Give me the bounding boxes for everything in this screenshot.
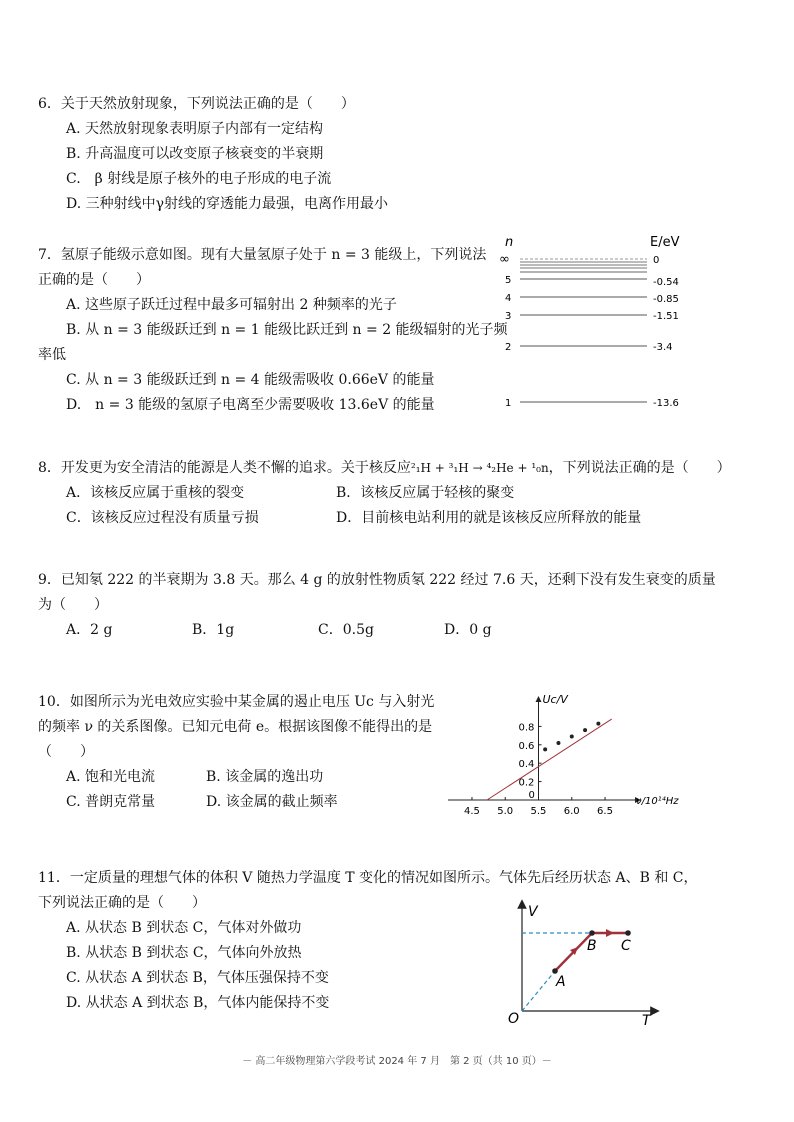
question-6 <box>38 92 388 217</box>
q9-option-c: C．0.5g <box>318 622 374 638</box>
q11-stem-line1: 11．一定质量的理想气体的体积 V 随热力学温度 T 变化的情况如图所示。气体先后经历状态 A、B 和 C， <box>38 870 698 886</box>
q9-option-a: A．2 g <box>66 622 113 638</box>
level-1-n: 1 <box>505 398 512 409</box>
dashed-origin-line <box>522 971 555 1011</box>
q10-stem-line3: （ ） <box>38 744 94 760</box>
q7-stem-line2: 正确的是（ ） <box>38 272 150 288</box>
t-label: T <box>642 1013 651 1029</box>
q10-option-d: D. 该金属的截止频率 <box>206 794 338 810</box>
q8-stem-post: ，下列说法正确的是（ ） <box>548 460 731 476</box>
x-tick-label-4: 6.5 <box>597 806 613 817</box>
level-4-n: 4 <box>505 293 512 304</box>
q8-stem <box>38 456 731 481</box>
arrow-b-to-c <box>606 929 614 937</box>
q10-option-a: A. 饱和光电流 <box>66 769 156 785</box>
q7-option-c: C. 从 n = 3 能级跃迁到 n = 4 能级需吸收 0.66eV 的能量 <box>66 372 435 388</box>
q10-stem-line1: 10．如图所示为光电效应实验中某金属的遏止电压 Uc 与入射光 <box>38 694 435 710</box>
q9-option-d: D．0 g <box>444 622 492 638</box>
vt-diagram <box>500 898 670 1030</box>
page-footer: － 高二年级物理第六学段考试 2024 年 7 月 第 2 页（共 10 页）－ <box>242 1056 552 1067</box>
x-tick-label-3: 6.0 <box>563 806 580 817</box>
point-a <box>552 968 558 974</box>
q6-option-c: C. β 射线是原子核外的电子形成的电子流 <box>66 171 332 187</box>
level-5-e: -0.54 <box>653 277 679 288</box>
q6-option-d: D. 三种射线中γ射线的穿透能力最强，电离作用最小 <box>66 196 388 212</box>
y-axis-arrow <box>536 696 542 702</box>
level-4-e: -0.85 <box>653 294 679 305</box>
q11-option-a: A. 从状态 B 到状态 C，气体对外做功 <box>66 920 302 936</box>
y-axis-label: Uc/V <box>542 693 568 706</box>
data-point-4 <box>596 722 600 726</box>
q8-option-a: A．该核反应属于重核的裂变 <box>66 485 245 501</box>
q8-option-d: D．目前核电站利用的就是该核反应所释放的能量 <box>336 510 642 526</box>
question-8 <box>38 456 731 531</box>
o-label: O <box>508 1011 520 1027</box>
question-10 <box>38 690 434 815</box>
q7-option-b: B. 从 n = 3 能级跃迁到 n = 1 能级比跃迁到 n = 2 能级辐射的光子频 <box>66 322 508 338</box>
label-b: B <box>587 938 597 954</box>
q7-option-b-cont: 率低 <box>38 347 66 363</box>
y-tick-label-3: 0.8 <box>518 722 535 734</box>
q8-options-row2 <box>38 506 731 531</box>
data-point-3 <box>583 728 587 732</box>
level-2-n: 2 <box>505 342 512 353</box>
q11-option-d: D. 从状态 A 到状态 B，气体内能保持不变 <box>66 995 330 1011</box>
q10-options-row2 <box>38 790 434 815</box>
q11-option-c: C. 从状态 A 到状态 B，气体压强保持不变 <box>66 970 329 986</box>
n-axis-label: n <box>505 235 514 250</box>
level-2-e: -3.4 <box>653 342 673 353</box>
stopping-voltage-chart <box>440 690 690 820</box>
q11-stem-line2: 下列说法正确的是（ ） <box>38 895 206 911</box>
label-c: C <box>621 938 631 954</box>
q8-stem-pre: 8．开发更为安全清洁的能源是人类不懈的追求。关于核反应 <box>38 460 411 476</box>
x-tick-label-2: 5.5 <box>530 806 547 817</box>
point-c <box>625 930 631 936</box>
q6-option-a: A. 天然放射现象表明原子内部有一定结构 <box>66 121 324 137</box>
x-tick-label-0: 4.5 <box>463 806 480 817</box>
q7-option-a: A. 这些原子跃迁过程中最多可辐射出 2 种频率的光子 <box>66 297 397 313</box>
y-tick-label-2: 0.6 <box>518 740 535 752</box>
q8-option-c: C．该核反应过程没有质量亏损 <box>66 510 259 526</box>
q9-stem-line1: 9．已知氡 222 的半衰期为 3.8 天。那么 4 g 的放射性物质氡 222 经过 7.6 天，还剩下没有发生衰变的质量 <box>38 572 716 588</box>
q8-options-row1 <box>38 481 731 506</box>
q10-option-c: C. 普朗克常量 <box>66 794 156 810</box>
q9-stem-line2: 为（ ） <box>38 597 108 613</box>
level-3-e: -1.51 <box>653 311 679 322</box>
e-axis-label: E/eV <box>650 235 680 250</box>
q8-option-b: B．该核反应属于轻核的聚变 <box>336 485 515 501</box>
data-point-1 <box>556 741 560 745</box>
level-1-e: -13.6 <box>653 398 679 409</box>
q9-option-b: B．1g <box>192 622 235 638</box>
question-9 <box>38 568 716 643</box>
data-point-2 <box>570 735 574 739</box>
x-axis-label: ν/10¹⁴Hz <box>636 796 679 807</box>
q7-stem-line1: 7．氢原子能级示意如图。现有大量氢原子处于 n = 3 能级上，下列说法 <box>38 247 487 263</box>
q11-option-b: B. 从状态 B 到状态 C，气体向外放热 <box>66 945 302 961</box>
point-b <box>589 930 595 936</box>
label-a: A <box>556 974 566 990</box>
question-7 <box>38 243 508 418</box>
q7-option-d: D. n = 3 能级的氢原子电离至少需要吸收 13.6eV 的能量 <box>66 397 435 413</box>
q6-option-b: B. 升高温度可以改变原子核衰变的半衰期 <box>66 146 324 162</box>
y-tick-label-0: 0.2 <box>518 777 535 789</box>
level-inf-n: ∞ <box>499 252 510 267</box>
y-tick-label-1: 0.4 <box>518 759 535 771</box>
level-5-n: 5 <box>505 275 512 286</box>
energy-level-diagram <box>495 232 690 417</box>
y-origin-label: 0 <box>528 790 535 801</box>
q10-stem-line2: 的频率 ν 的关系图像。已知元电荷 e。根据该图像不能得出的是 <box>38 719 433 735</box>
q10-option-b: B. 该金属的逸出功 <box>206 769 324 785</box>
level-3-n: 3 <box>505 311 512 322</box>
q6-stem: 6．关于天然放射现象，下列说法正确的是（ ） <box>38 96 355 112</box>
data-point-0 <box>543 747 547 751</box>
v-label: V <box>528 904 538 920</box>
level-inf-e: 0 <box>653 255 660 266</box>
x-tick-label-1: 5.0 <box>497 806 514 817</box>
q10-options-row1 <box>38 765 434 790</box>
fit-line <box>487 719 612 800</box>
q8-equation: ²₁H + ³₁H → ⁴₂He + ¹₀n <box>410 461 549 475</box>
q9-options-row <box>38 618 716 643</box>
